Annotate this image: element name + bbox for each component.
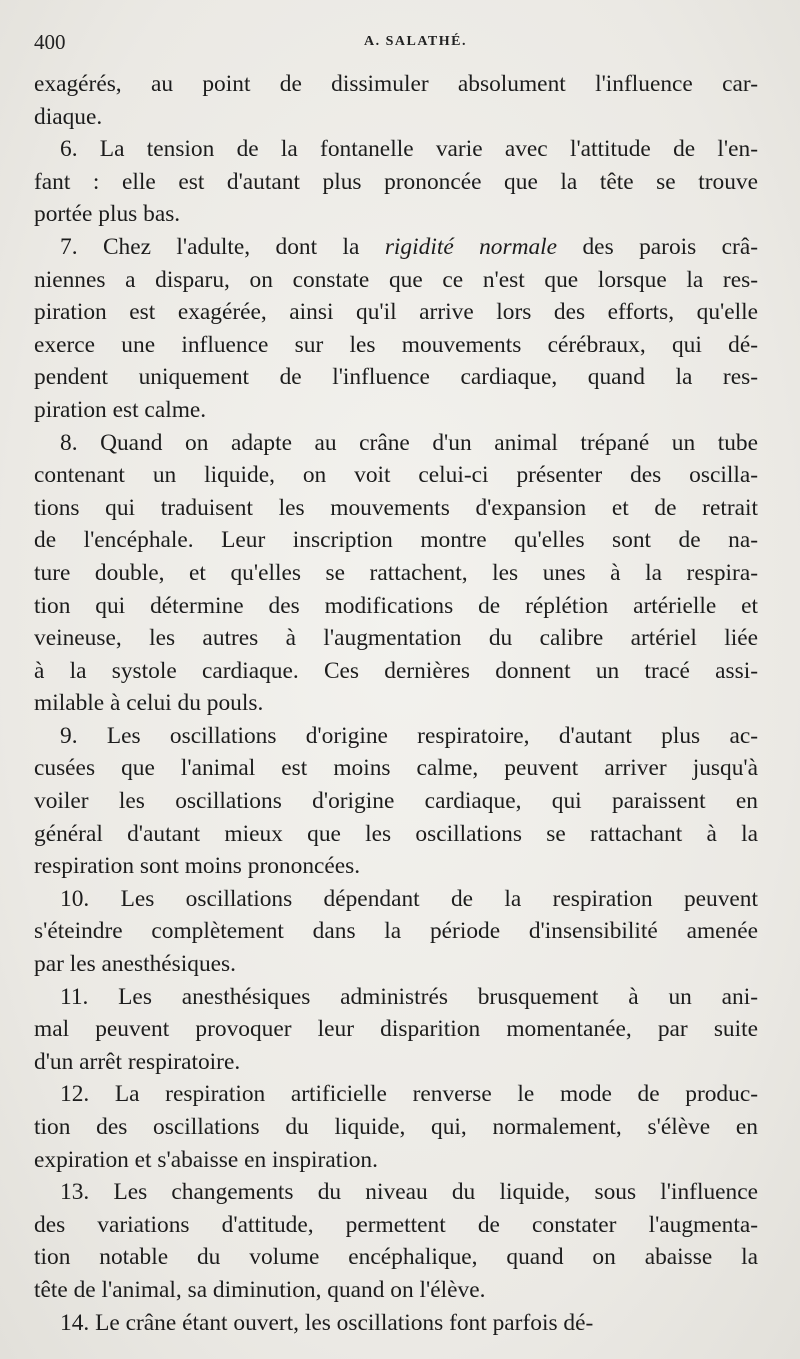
text-line: 14. Le crâne étant ouvert, les oscillations font parfois dé- [60, 1309, 594, 1336]
paragraph-p12 [34, 1078, 758, 1176]
text-line: tions qui traduisent les mouvements d'expansion et de retrait [34, 494, 758, 521]
text-line: niennes a disparu, on constate que ce n'est que lorsque la res- [34, 266, 758, 293]
text-line: cusées que l'animal est moins calme, peuvent arriver jusqu'à [34, 755, 758, 782]
text-line: fant : elle est d'autant plus prononcée que la tête se trouve [34, 168, 758, 195]
italic-emphasis: rigidité normale [384, 233, 558, 260]
paragraph-p8 [34, 427, 758, 720]
paragraph-p13 [34, 1176, 758, 1306]
text-line: mal peuvent provoquer leur disparition momentanée, par suite [34, 1016, 758, 1043]
text-line: 9. Les oscillations d'origine respiratoire, d'autant plus ac- [60, 722, 758, 749]
paragraph-p14 [34, 1307, 758, 1340]
text-line: de l'encéphale. Leur inscription montre qu'elles sont de na- [34, 527, 758, 554]
running-head [34, 30, 760, 54]
text-line: 7. Chez l'adulte, dont la rigidité normale des parois crâ- [60, 233, 758, 260]
text-line: contenant un liquide, on voit celui-ci présenter des oscilla- [34, 462, 758, 489]
text-line: voiler les oscillations d'origine cardiaque, qui paraissent en [34, 788, 758, 815]
text-line: à la systole cardiaque. Ces dernières donnent un tracé assi- [34, 657, 758, 684]
paragraph-p9 [34, 720, 758, 883]
page-number: 400 [34, 30, 66, 54]
text-line: expiration et s'abaisse en inspiration. [34, 1146, 378, 1173]
text-line: tion notable du volume encéphalique, quand on abaisse la [34, 1244, 758, 1271]
text-line: portée plus bas. [34, 201, 181, 228]
text-line: 13. Les changements du niveau du liquide, sous l'influence [60, 1179, 758, 1206]
text-line: pendent uniquement de l'influence cardiaque, quand la res- [34, 364, 758, 391]
text-line: tion des oscillations du liquide, qui, normalement, s'élève en [34, 1114, 758, 1140]
text-line: piration est exagérée, ainsi qu'il arrive lors des efforts, qu'elle [34, 299, 758, 326]
text-line: 11. Les anesthésiques administrés brusquement à un ani- [60, 983, 758, 1010]
body-text [34, 68, 758, 1339]
text-line: veineuse, les autres à l'augmentation du calibre artériel liée [34, 625, 758, 652]
text-line: 6. La tension de la fontanelle varie avec l'attitude de l'en- [60, 136, 758, 163]
text-line: tête de l'animal, sa diminution, quand on l'élève. [34, 1276, 486, 1303]
paragraph-p7 [34, 231, 758, 427]
text-line: 8. Quand on adapte au crâne d'un animal trépané un tube [60, 429, 758, 456]
text-line: ture double, et qu'elles se rattachent, les unes à la respira- [34, 559, 758, 586]
text-line: 12. La respiration artificielle renverse le mode de produc- [60, 1081, 758, 1108]
text-line: d'un arrêt respiratoire. [34, 1048, 241, 1075]
paragraph-p11 [34, 981, 758, 1079]
paragraph-p6 [34, 133, 758, 231]
paragraph-cont [34, 68, 758, 133]
text-line: piration est calme. [34, 396, 207, 423]
text-line: exerce une influence sur les mouvements cérébraux, qui dé- [34, 331, 758, 358]
running-head-author: A. SALATHÉ. [364, 34, 467, 49]
text-line: s'éteindre complètement dans la période d'insensibilité amenée [34, 918, 758, 945]
text-line: respiration sont moins prononcées. [34, 853, 361, 880]
text-line: par les anesthésiques. [34, 951, 237, 978]
text-line: diaque. [34, 103, 103, 130]
text-line: exagérés, au point de dissimuler absolument l'influence car- [34, 71, 758, 97]
text-line: tion qui détermine des modifications de réplétion artérielle et [34, 592, 758, 619]
paragraph-p10 [34, 883, 758, 981]
text-line: des variations d'attitude, permettent de constater l'augmenta- [34, 1211, 758, 1238]
text-line: général d'autant mieux que les oscillations se rattachant à la [34, 820, 758, 847]
text-line: 10. Les oscillations dépendant de la respiration peuvent [60, 885, 758, 912]
text-line: milable à celui du pouls. [34, 690, 264, 717]
